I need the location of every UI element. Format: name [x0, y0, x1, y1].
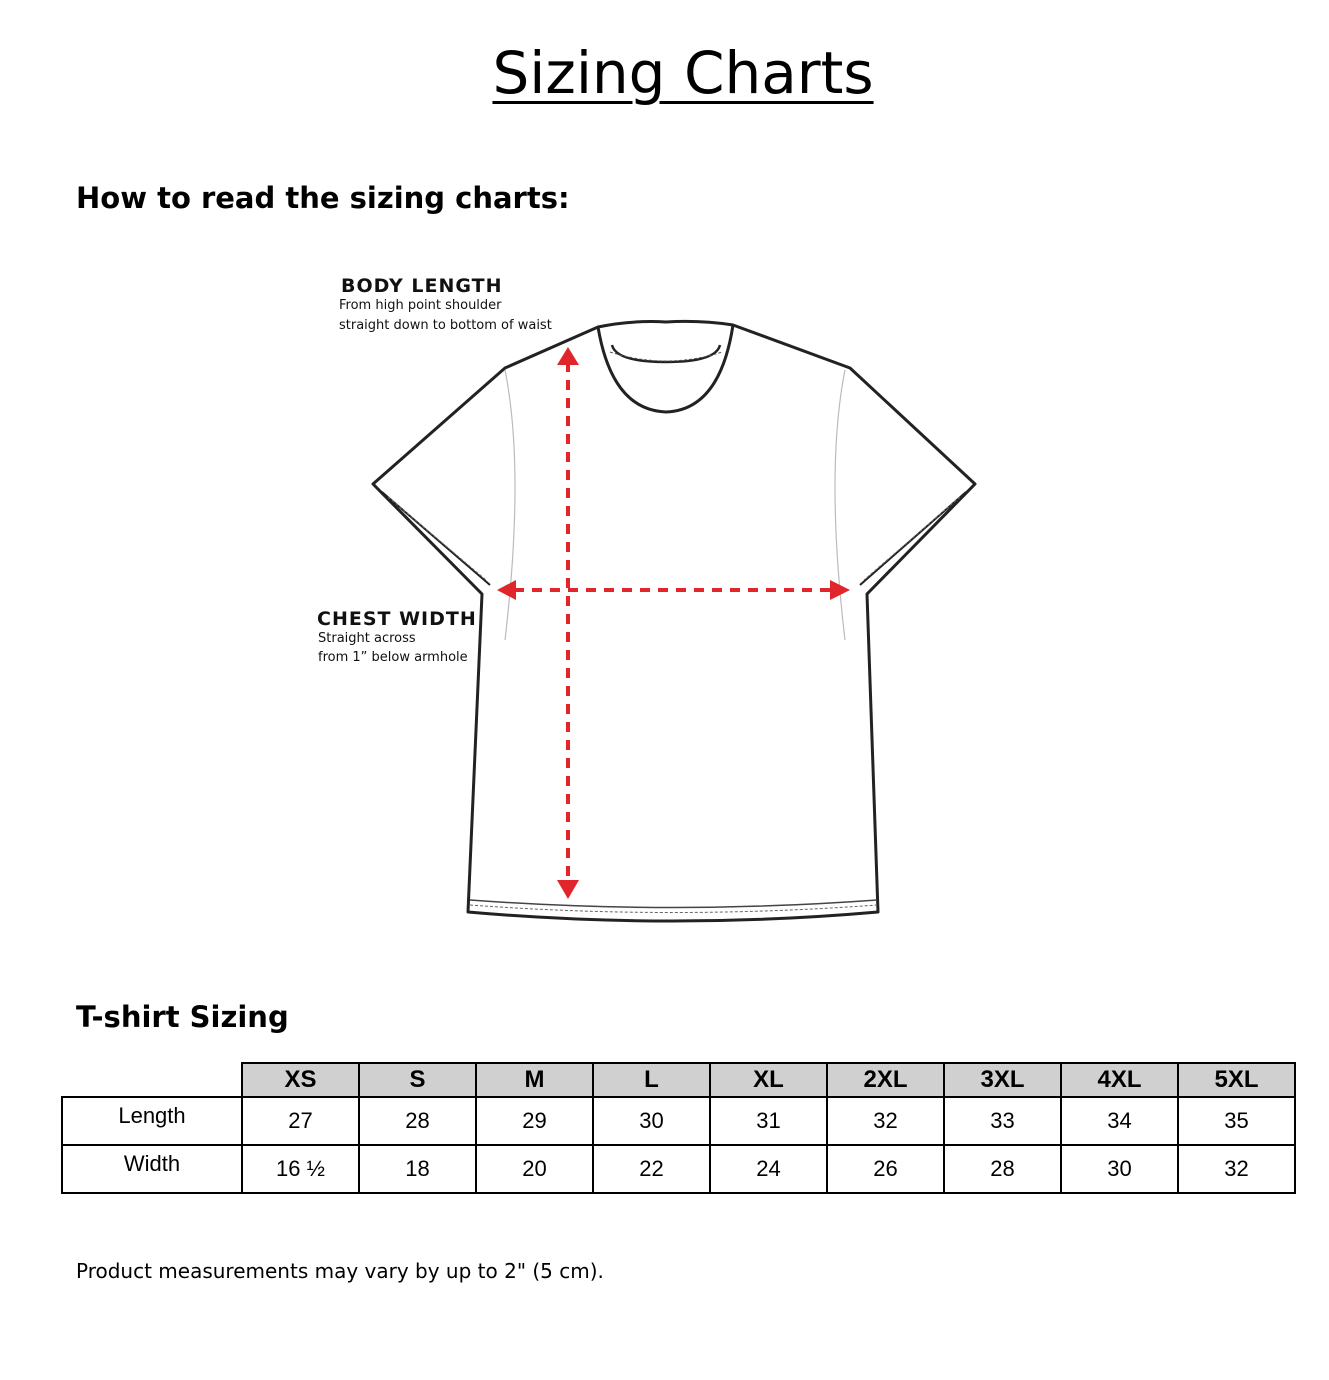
size-header: 4XL	[1061, 1063, 1178, 1097]
row-label: Length	[62, 1097, 242, 1145]
table-cell: 32	[1178, 1145, 1295, 1193]
chest-width-desc-1: Straight across	[318, 631, 416, 646]
table-cell: 30	[1061, 1145, 1178, 1193]
table-cell: 20	[476, 1145, 593, 1193]
size-header: 5XL	[1178, 1063, 1295, 1097]
table-cell: 35	[1178, 1097, 1295, 1145]
sizing-table	[61, 1062, 1296, 1194]
table-cell: 24	[710, 1145, 827, 1193]
table-row-width	[62, 1145, 1295, 1193]
table-cell: 28	[359, 1097, 476, 1145]
chest-width-desc-2: from 1” below armhole	[318, 650, 468, 665]
measurement-note: Product measurements may vary by up to 2" (5 cm).	[76, 1259, 604, 1283]
size-header: XS	[242, 1063, 359, 1097]
row-label: Width	[62, 1145, 242, 1193]
size-header: XL	[710, 1063, 827, 1097]
table-cell: 18	[359, 1145, 476, 1193]
body-length-desc-2: straight down to bottom of waist	[339, 318, 552, 333]
body-length-desc-1: From high point shoulder	[339, 298, 502, 313]
chest-width-label: CHEST WIDTH	[317, 608, 477, 630]
corner-cell	[62, 1063, 242, 1097]
body-length-label: BODY LENGTH	[341, 275, 503, 297]
size-header: S	[359, 1063, 476, 1097]
how-to-read-heading: How to read the sizing charts:	[76, 181, 570, 215]
table-cell: 30	[593, 1097, 710, 1145]
size-header: M	[476, 1063, 593, 1097]
table-row-length	[62, 1097, 1295, 1145]
size-header: 3XL	[944, 1063, 1061, 1097]
page-title: Sizing Charts	[492, 39, 874, 107]
size-header: 2XL	[827, 1063, 944, 1097]
table-cell: 26	[827, 1145, 944, 1193]
table-cell: 22	[593, 1145, 710, 1193]
table-cell: 32	[827, 1097, 944, 1145]
table-cell: 27	[242, 1097, 359, 1145]
size-header: L	[593, 1063, 710, 1097]
table-cell: 16 ½	[242, 1145, 359, 1193]
tshirt-sizing-heading: T-shirt Sizing	[76, 1000, 289, 1034]
table-cell: 31	[710, 1097, 827, 1145]
size-header-row	[62, 1063, 1295, 1097]
tshirt-illustration	[300, 265, 1000, 945]
tshirt-diagram	[300, 265, 1000, 945]
table-cell: 34	[1061, 1097, 1178, 1145]
table-cell: 29	[476, 1097, 593, 1145]
table-cell: 28	[944, 1145, 1061, 1193]
table-cell: 33	[944, 1097, 1061, 1145]
